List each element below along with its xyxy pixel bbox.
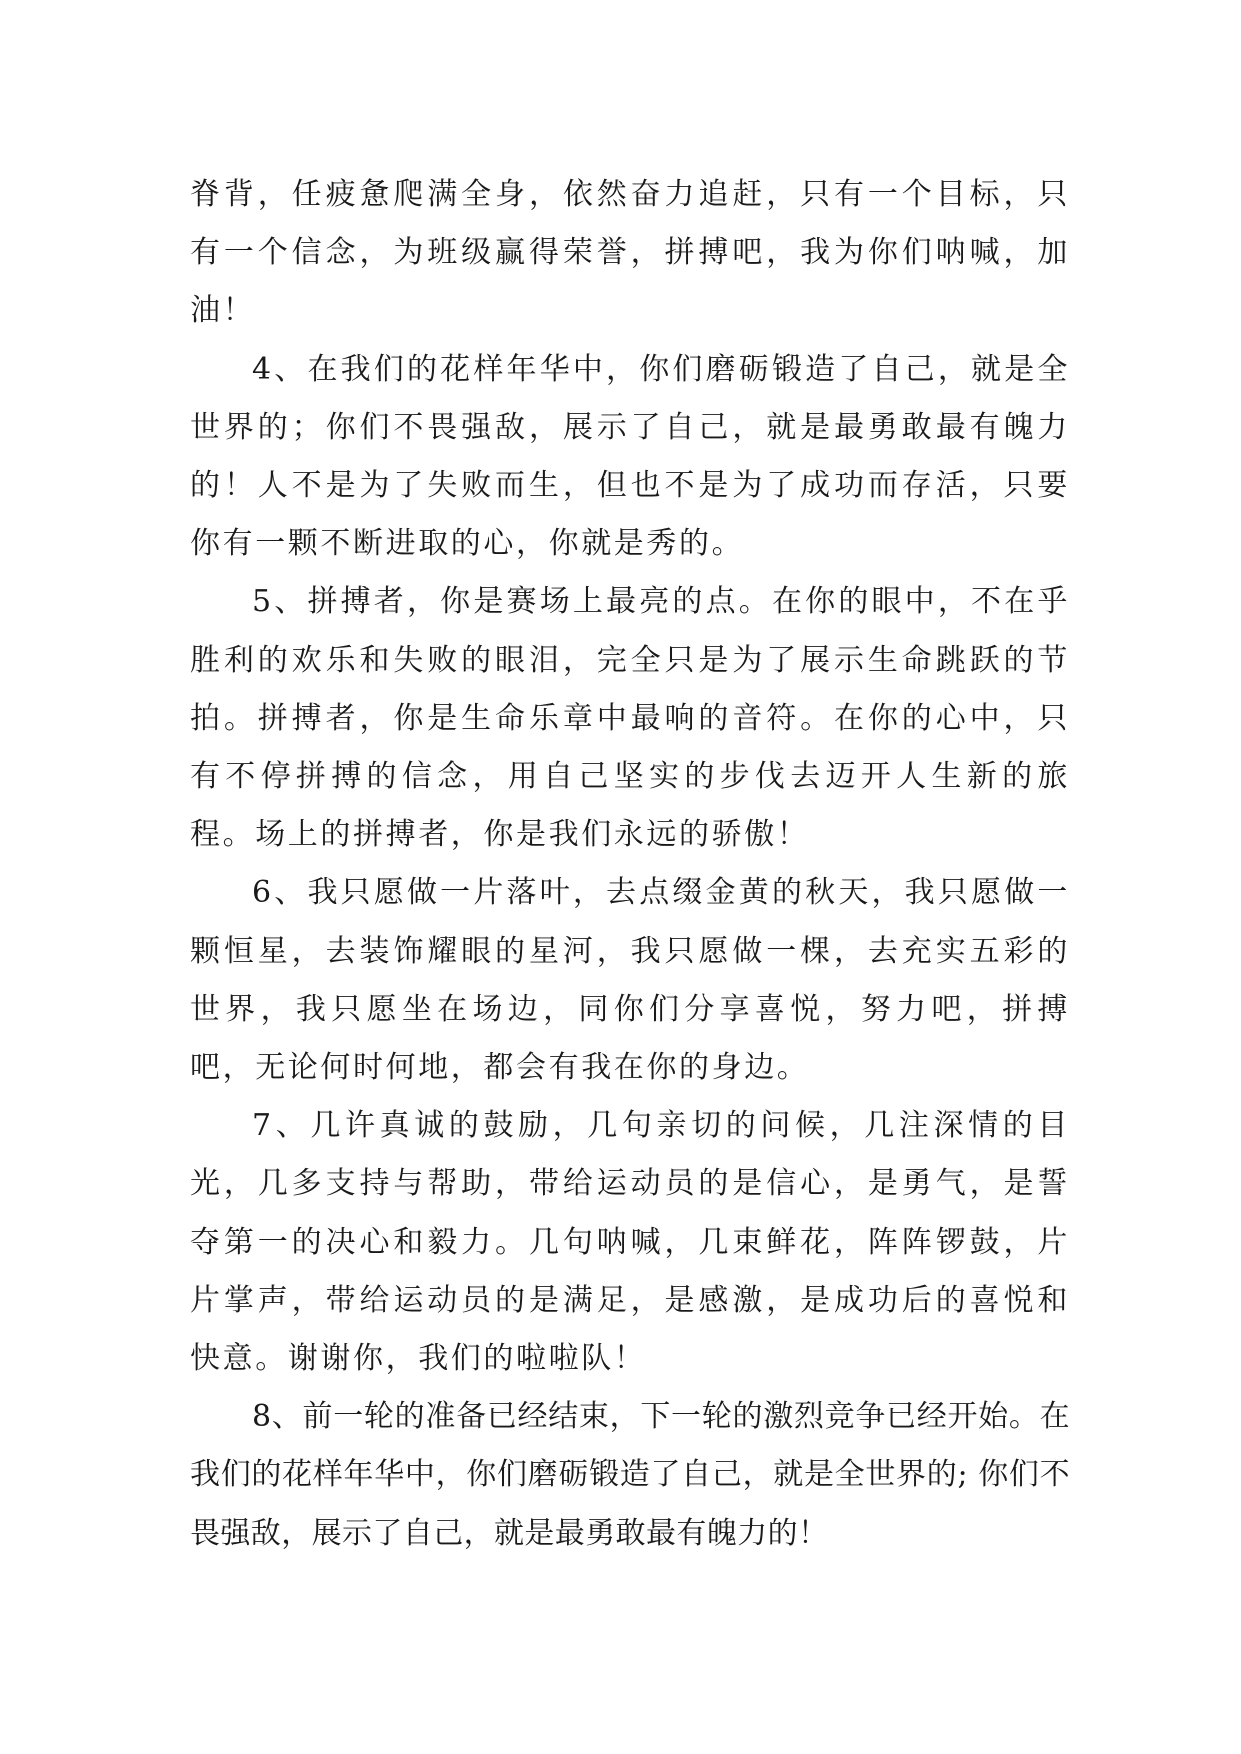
paragraph-item-6: 6、我只愿做一片落叶，去点缀金黄的秋天，我只愿做一颗恒星，去装饰耀眼的星河，我只愿做一棵，去充实五彩的世界，我只愿坐在场边，同你们分享喜悦，努力吧，拼搏吧，无论何时何地，都会有我在你的身边。 [190,875,1070,1086]
paragraph-continuation: 脊背，任疲惫爬满全身，依然奋力追赶，只有一个目标，只有一个信念，为班级赢得荣誉，拼搏吧，我为你们呐喊，加油！ [190,177,1070,329]
paragraph-item-4: 4、在我们的花样年华中，你们磨砺锻造了自己，就是全世界的；你们不畏强敌，展示了自己，就是最勇敢最有魄力的！人不是为了失败而生，但也不是为了成功而存活，只要你有一颗不断进取的心，你就是秀的。 [190,351,1070,562]
document-body [190,166,1070,1563]
paragraph-item-5: 5、拼搏者，你是赛场上最亮的点。在你的眼中，不在乎胜利的欢乐和失败的眼泪，完全只是为了展示生命跳跃的节拍。拼搏者，你是生命乐章中最响的音符。在你的心中，只有不停拼搏的信念，用自己坚实的步伐去迈开人生新的旅程。场上的拼搏者，你是我们永远的骄傲！ [190,584,1070,853]
paragraph-item-7: 7、几许真诚的鼓励，几句亲切的问候，几注深情的目光，几多支持与帮助，带给运动员的是信心，是勇气，是誓夺第一的决心和毅力。几句呐喊，几束鲜花，阵阵锣鼓，片片掌声，带给运动员的是满足，是感激，是成功后的喜悦和快意。谢谢你，我们的啦啦队！ [190,1108,1070,1377]
paragraph-item-8: 8、前一轮的准备已经结束，下一轮的激烈竞争已经开始。在我们的花样年华中，你们磨砺锻造了自己，就是全世界的; 你们不畏强敌，展示了自己，就是最勇敢最有魄力的！ [190,1399,1070,1551]
